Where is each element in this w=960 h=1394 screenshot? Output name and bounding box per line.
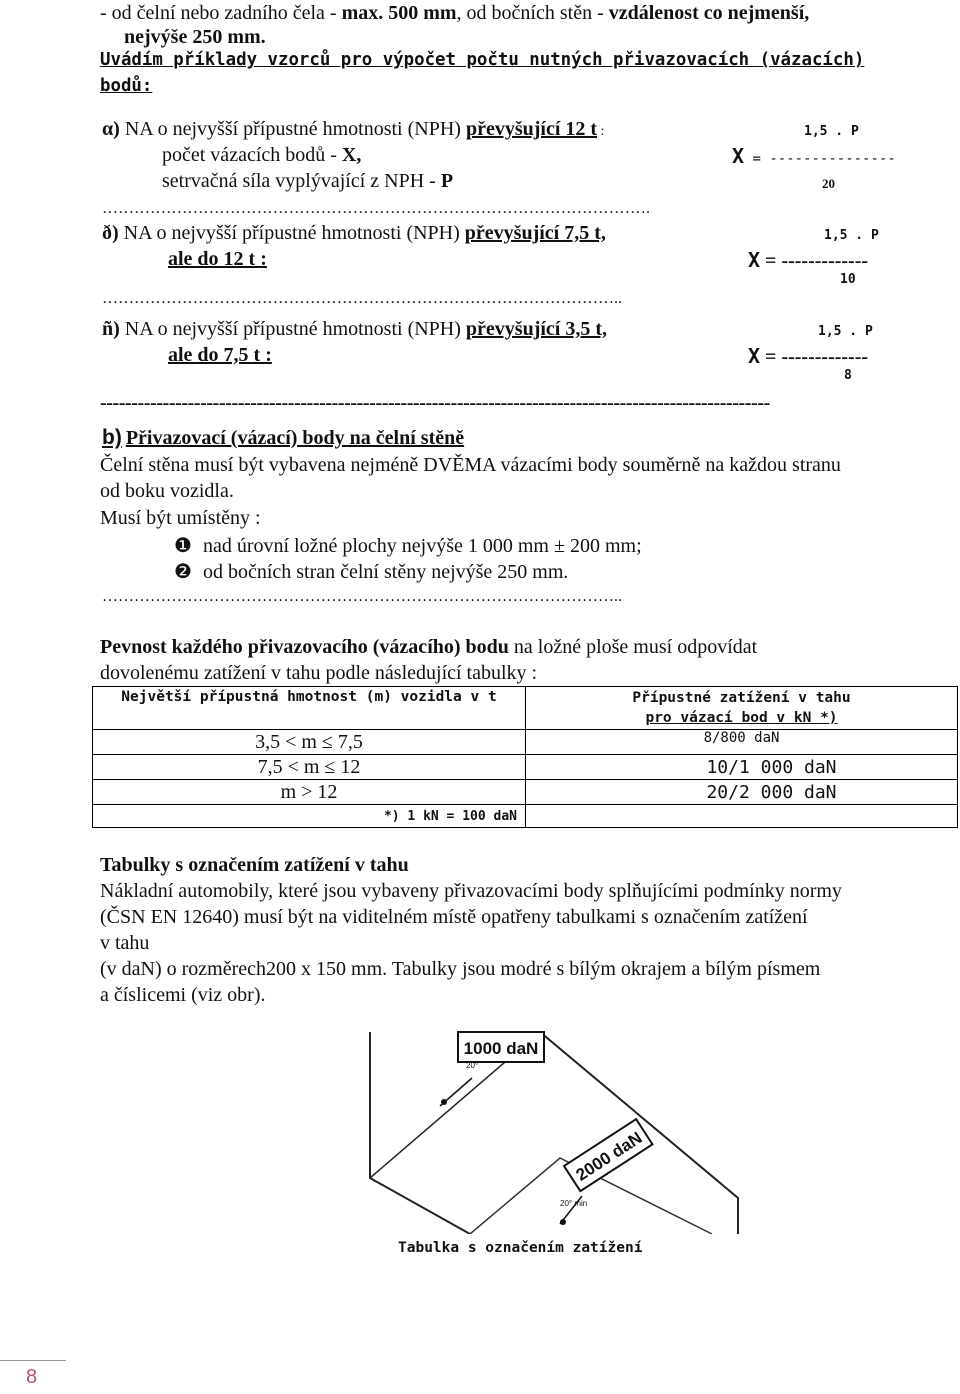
ntilde-formula-denominator: 8 (844, 368, 852, 383)
bullet-1-icon: ❶ (174, 535, 192, 557)
section-b-title: Přivazovací (vázací) body na čelní stěně (125, 427, 465, 449)
row-2-load: 10/1 000 daN (526, 755, 958, 780)
delta-line-1 (102, 222, 606, 245)
section-b-heading (102, 426, 464, 450)
plate-2000 (564, 1119, 652, 1191)
alpha-formula-eq: = --------------- (744, 151, 896, 167)
ntilde-formula-line (748, 344, 868, 369)
bullet-2-text: od bočních stran čelní stěny nejvýše 250 mm. (202, 561, 569, 583)
table-note-row (93, 805, 958, 828)
figure-caption: Tabulka s označením zatížení (398, 1240, 643, 1256)
alpha-line-2 (162, 144, 361, 167)
formulas-heading-2: bodů: (100, 76, 153, 96)
delta-formula-denominator: 10 (840, 272, 856, 287)
section-b-p1-line1: Čelní stěna musí být vybavena nejméně DVĚMA vázacími body souměrně na každou stranu (100, 454, 841, 476)
table-note: *) 1 kN = 100 daN (93, 805, 526, 828)
load-table (92, 686, 958, 828)
page-number: 8 (26, 1366, 38, 1388)
table-row (93, 780, 958, 805)
delta-formula-eq: = ------------- (760, 250, 869, 272)
dot-separator-3: …………………………………………………………………………………….. (102, 588, 622, 605)
row-1-mass: 3,5 < m ≤ 7,5 (93, 730, 526, 755)
bullet-2-icon: ❷ (174, 561, 192, 583)
alpha-formula-x: X (732, 144, 745, 168)
delta-marker: ð) (102, 222, 119, 244)
bullet-1-text: nad úrovní ložné plochy nejvýše 1 000 mm ± 200 mm; (202, 535, 642, 557)
delta-formula-line (748, 248, 868, 273)
angle-label-1: 20° (466, 1061, 479, 1070)
row-3-load: 20/2 000 daN (526, 780, 958, 805)
strength-bold: Pevnost každého přivazovacího (vázacího) bodu (100, 636, 509, 658)
delta-formula-x: X (748, 248, 761, 272)
plate-2000-label: 2000 daN (572, 1128, 646, 1185)
delta-text: NA o nejvyšší přípustné hmotnosti (NPH) (123, 222, 460, 244)
bullet-2 (174, 559, 568, 584)
ntilde-text: NA o nejvyšší přípustné hmotnosti (NPH) (124, 318, 461, 340)
ntilde-underlined: převyšující 3,5 t, (465, 318, 608, 340)
section-b-p2: Musí být umístěny : (100, 507, 261, 529)
intro-line-1 (100, 2, 809, 25)
strength-line-2: dovolenému zatížení v tahu podle následující tabulky : (100, 662, 538, 684)
alpha-colon: : (597, 124, 605, 139)
intro-text-b: max. 500 mm (341, 2, 457, 24)
table-row (93, 730, 958, 755)
table-note-empty (526, 805, 958, 828)
dot-separator-1: …………………………………………………………………………………………. (102, 200, 650, 217)
ntilde-line-2: ale do 7,5 t : (168, 344, 272, 366)
strength-rest: na ložné ploše musí odpovídat (508, 636, 758, 658)
ntilde-line-1 (102, 318, 607, 341)
header-load-line-1: Přípustné zatížení v tahu (632, 690, 851, 706)
plates-line-5: a číslicemi (viz obr). (100, 984, 266, 1006)
formulas-heading: Uvádím příklady vzorců pro výpočet počtu nutných přivazovacích (vázacích) (100, 50, 865, 70)
alpha-text: NA o nejvyšší přípustné hmotnosti (NPH) (124, 118, 461, 140)
alpha-count-label: počet vázacích bodů - (162, 144, 337, 166)
plates-line-1: Nákladní automobily, které jsou vybaveny přivazovacími body splňujícími podmínky normy (100, 880, 842, 902)
alpha-x-var: X, (341, 144, 362, 166)
dash-separator: ----------------------------------------------------------------------------------------------------------- (100, 392, 770, 414)
section-b-letter: b) (102, 426, 122, 449)
alpha-p-var: P (440, 170, 454, 192)
alpha-line-1 (102, 118, 604, 141)
ntilde-marker: ñ) (102, 318, 120, 340)
delta-underlined: převyšující 7,5 t, (464, 222, 606, 244)
alpha-formula-numerator: 1,5 . P (804, 124, 859, 139)
strength-line-1 (100, 636, 757, 659)
alpha-underlined: převyšující 12 t (465, 118, 598, 140)
intro-text-c: , od bočních stěn - (456, 2, 604, 24)
bullet-1 (174, 533, 642, 558)
intro-text-a: - od čelní nebo zadního čela - (100, 2, 337, 24)
plates-line-4: (v daN) o rozměrech200 x 150 mm. Tabulky jsou modré s bílým okrajem a bílým písmem (100, 958, 821, 980)
ntilde-formula-x: X (748, 344, 761, 368)
plate-1000 (458, 1032, 544, 1062)
alpha-force-label: setrvačná síla vyplývající z NPH - (162, 170, 436, 192)
header-mass: Největší přípustná hmotnost (m) vozidla v t (93, 687, 526, 730)
plates-figure (320, 1028, 740, 1234)
plates-line-2: (ČSN EN 12640) musí být na viditelném místě opatřeny tabulkami s označením zatížení (100, 906, 808, 928)
plates-heading: Tabulky s označením zatížení v tahu (100, 854, 409, 876)
ntilde-formula-numerator: 1,5 . P (818, 324, 873, 339)
row-3-mass: m > 12 (93, 780, 526, 805)
ntilde-formula-eq: = ------------- (760, 346, 869, 368)
intro-text-d: vzdálenost co nejmenší, (608, 2, 810, 24)
alpha-marker: α) (102, 118, 120, 140)
alpha-line-3 (162, 170, 453, 193)
table-header-row (93, 687, 958, 730)
section-b-p1-line2: od boku vozidla. (100, 480, 234, 502)
dot-separator-2: …………………………………………………………………………………….. (102, 290, 622, 307)
header-load (526, 687, 958, 730)
plates-drawing (320, 1028, 740, 1234)
delta-line-2: ale do 12 t : (168, 248, 267, 270)
row-1-load: 8/800 daN (526, 730, 958, 755)
header-load-line-2: pro vázací bod v kN *) (645, 710, 838, 726)
plate-1000-label: 1000 daN (463, 1039, 539, 1058)
plates-line-3: v tahu (100, 932, 150, 954)
alpha-formula-denominator: 20 (822, 176, 835, 191)
angle-label-2: 20° min (560, 1199, 588, 1208)
table-row (93, 755, 958, 780)
alpha-formula-line (732, 144, 896, 168)
intro-line-2: nejvýše 250 mm. (124, 26, 266, 48)
page-number-rule (0, 1360, 66, 1361)
delta-formula-numerator: 1,5 . P (824, 228, 879, 243)
row-2-mass: 7,5 < m ≤ 12 (93, 755, 526, 780)
